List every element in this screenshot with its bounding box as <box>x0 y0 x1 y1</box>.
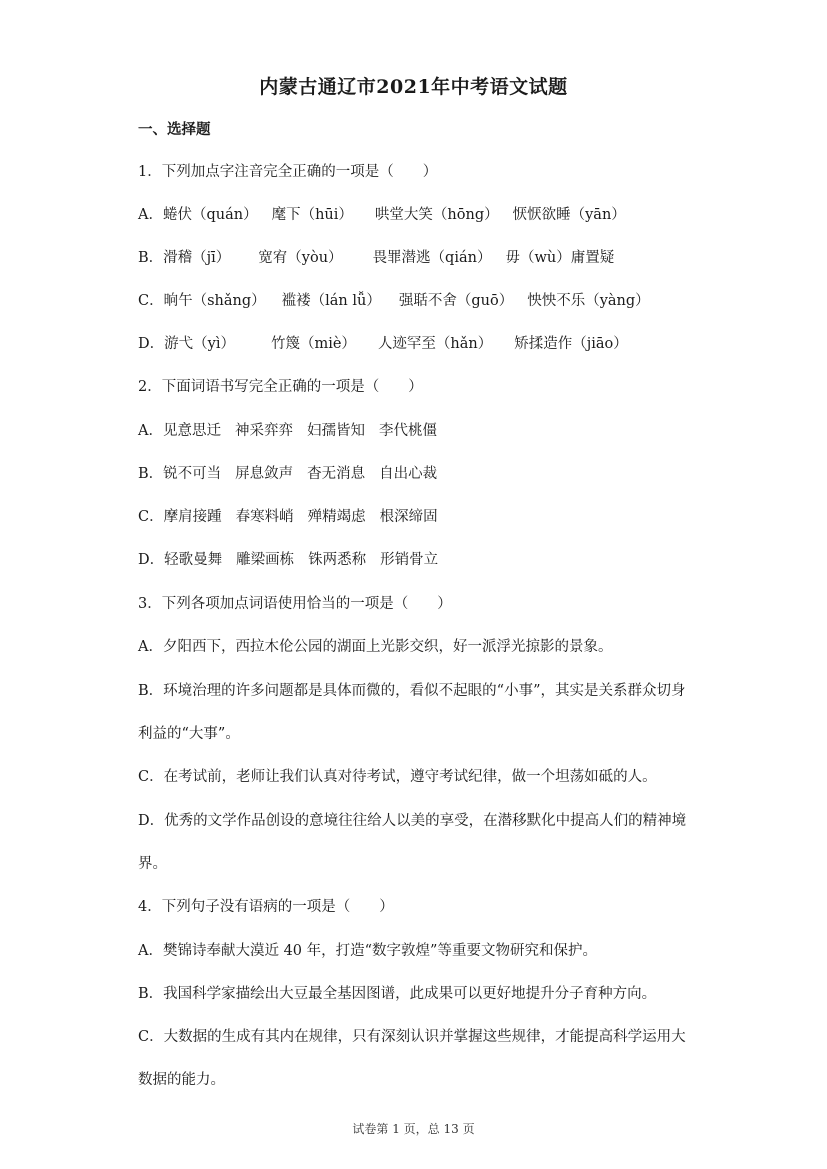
question-2-option-a: A．见意思迁 神采弈弈 妇孺皆知 李代桃僵 <box>138 423 437 439</box>
page-footer: 试卷第 1 页，总 13 页 <box>352 1122 475 1136</box>
question-2-option-c: C．摩肩接踵 春寒料峭 殚精竭虑 根深缔固 <box>138 509 438 525</box>
question-2-option-d: D．轻歌曼舞 雕梁画栋 铢两悉称 形销骨立 <box>138 552 439 568</box>
question-1-option-a: A．蜷伏（quán） 麾下（hūi） 哄堂大笑（hōng） 恹恹欲睡（yān） <box>138 207 626 223</box>
question-1-option-b: B．滑稽（jī） 宽宥（yòu） 畏罪潜逃（qián） 毋（wù）庸置疑 <box>138 250 615 266</box>
question-4-option-c-line1: C．大数据的生成有其内在规律，只有深刻认识并掌握这些规律，才能提高科学运用大 <box>138 1029 686 1045</box>
page-title: 内蒙古通辽市2021年中考语文试题 <box>259 76 568 98</box>
question-3-option-c: C．在考试前，老师让我们认真对待考试，遵守考试纪律，做一个坦荡如砥的人。 <box>138 769 657 785</box>
question-2-stem: 2．下面词语书写完全正确的一项是（ ） <box>138 379 423 395</box>
question-3-stem: 3．下列各项加点词语使用恰当的一项是（ ） <box>138 596 452 612</box>
question-2-option-b: B．锐不可当 屏息敛声 杳无消息 自出心裁 <box>138 466 438 482</box>
question-1-stem: 1．下列加点字注音完全正确的一项是（ ） <box>138 164 438 180</box>
question-4-option-a: A．樊锦诗奉献大漠近 40 年，打造“数字敦煌”等重要文物研究和保护。 <box>138 943 597 959</box>
question-1-option-d: D．游弋（yì） 竹篾（miè） 人迹罕至（hǎn） 矫揉造作（jiāo） <box>138 336 628 352</box>
question-3-option-a: A．夕阳西下，西拉木伦公园的湖面上光影交织，好一派浮光掠影的景象。 <box>138 639 613 655</box>
question-1-option-c: C．晌午（shǎng） 褴褛（lán lǚ） 强聒不舍（guō） 怏怏不乐（yàng） <box>138 293 650 309</box>
question-3-option-b-line2: 利益的“大事”。 <box>138 726 240 742</box>
question-4-stem: 4．下列句子没有语病的一项是（ ） <box>138 899 394 915</box>
section-heading: 一、选择题 <box>138 121 211 138</box>
question-4-option-c-line2: 数据的能力。 <box>138 1072 225 1088</box>
question-4-option-b: B．我国科学家描绘出大豆最全基因图谱，此成果可以更好地提升分子育种方向。 <box>138 986 657 1002</box>
question-3-option-b-line1: B．环境治理的许多问题都是具体而微的，看似不起眼的“小事”，其实是关系群众切身 <box>138 683 686 699</box>
question-3-option-d-line1: D．优秀的文学作品创设的意境往往给人以美的享受，在潜移默化中提高人们的精神境 <box>138 813 687 829</box>
question-3-option-d-line2: 界。 <box>138 856 167 872</box>
